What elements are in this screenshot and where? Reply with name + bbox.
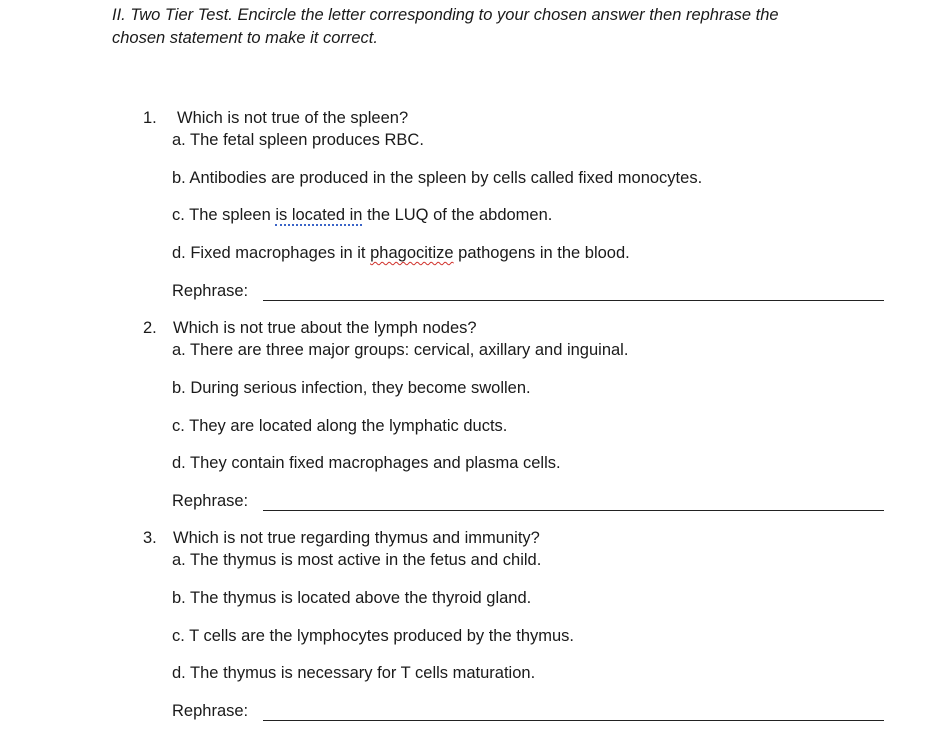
instructions-line-1: II. Two Tier Test. Encircle the letter corresponding to your chosen answer then rephrase the <box>112 6 779 24</box>
option-b[interactable]: b. During serious infection, they become swollen. <box>172 379 531 397</box>
question-number: 2. <box>143 319 157 337</box>
option-b[interactable]: b. Antibodies are produced in the spleen by cells called fixed monocytes. <box>172 169 703 187</box>
question-text: Which is not true of the spleen? <box>177 109 409 127</box>
option-d-pre: d. Fixed macrophages in it <box>172 244 371 262</box>
instructions <box>112 4 872 50</box>
option-a[interactable]: a. The thymus is most active in the fetus and child. <box>172 551 542 569</box>
option-a[interactable]: a. There are three major groups: cervical, axillary and inguinal. <box>172 341 629 359</box>
option-c[interactable]: c. They are located along the lymphatic ducts. <box>172 417 508 435</box>
question-number: 3. <box>143 529 157 547</box>
instructions-line-2: chosen statement to make it correct. <box>112 29 378 47</box>
option-b[interactable]: b. The thymus is located above the thyroid gland. <box>172 589 532 607</box>
option-d[interactable]: d. They contain fixed macrophages and plasma cells. <box>172 454 561 472</box>
question-text: Which is not true about the lymph nodes? <box>173 319 477 337</box>
spelling-marked-text: phagocitize <box>370 244 454 262</box>
rephrase-label: Rephrase: <box>172 492 249 510</box>
question-number: 1. <box>143 109 157 127</box>
question-text: Which is not true regarding thymus and immunity? <box>173 529 540 547</box>
rephrase-label: Rephrase: <box>172 702 249 720</box>
rephrase-answer-line[interactable] <box>263 720 884 721</box>
option-c-post: the LUQ of the abdomen. <box>362 206 553 224</box>
grammar-marked-text: is located in <box>275 206 363 224</box>
option-c-pre: c. The spleen <box>172 206 276 224</box>
option-a[interactable]: a. The fetal spleen produces RBC. <box>172 131 424 149</box>
option-d[interactable]: d. The thymus is necessary for T cells maturation. <box>172 664 536 682</box>
rephrase-label: Rephrase: <box>172 282 249 300</box>
option-c[interactable] <box>172 206 552 225</box>
rephrase-answer-line[interactable] <box>263 300 884 301</box>
option-c[interactable]: c. T cells are the lymphocytes produced by the thymus. <box>172 627 575 645</box>
option-d-post: pathogens in the blood. <box>453 244 630 262</box>
rephrase-answer-line[interactable] <box>263 510 884 511</box>
option-d[interactable] <box>172 244 630 263</box>
